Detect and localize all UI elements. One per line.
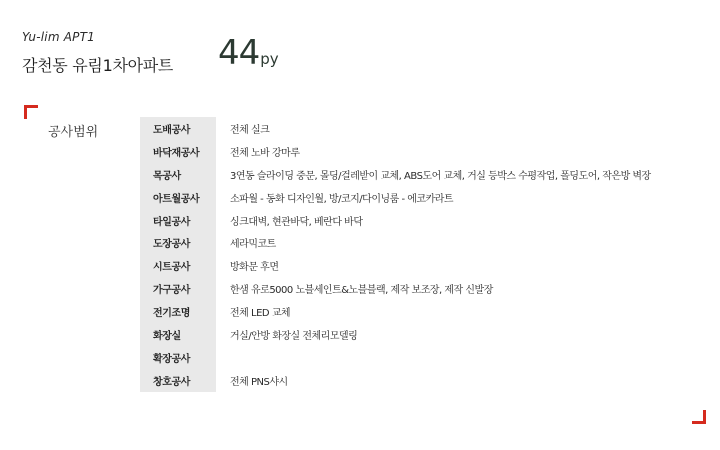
size-unit: py bbox=[260, 50, 279, 68]
scope-table bbox=[140, 117, 700, 392]
scope-row-label: 아트월공사 bbox=[153, 193, 200, 205]
scope-row-value: 소파월 - 동화 디자인월, 방/코지/다이닝룸 - 에코카라트 bbox=[230, 193, 454, 205]
scope-row-label: 확장공사 bbox=[153, 353, 191, 365]
project-title: 감천동 유림1차아파트 bbox=[22, 56, 174, 75]
scope-row bbox=[140, 300, 700, 323]
scope-row bbox=[140, 117, 700, 140]
scope-row-label: 바닥재공사 bbox=[153, 147, 200, 159]
scope-row-label: 화장실 bbox=[153, 330, 181, 342]
scope-row-label: 시트공사 bbox=[153, 262, 191, 274]
section-label: 공사범위 bbox=[48, 125, 99, 140]
scope-row-value: 한샘 유로5000 노블세인트&노블블랙, 제작 보조장, 제작 신발장 bbox=[230, 285, 493, 297]
scope-row-value: 세라믹코트 bbox=[230, 239, 276, 251]
scope-row-value: 전체 PNS샤시 bbox=[230, 376, 288, 388]
scope-row bbox=[140, 209, 700, 232]
scope-row-label: 가구공사 bbox=[153, 285, 191, 297]
scope-row bbox=[140, 369, 700, 392]
scope-row bbox=[140, 231, 700, 254]
scope-row-value: 전체 노바 강마루 bbox=[230, 147, 300, 159]
scope-row bbox=[140, 140, 700, 163]
scope-row-label: 전기조명 bbox=[153, 308, 191, 320]
scope-row-label: 도배공사 bbox=[153, 124, 191, 136]
scope-row bbox=[140, 346, 700, 369]
scope-row-label: 목공사 bbox=[153, 170, 181, 182]
scope-rows bbox=[140, 117, 700, 392]
size-number: 44 bbox=[218, 33, 260, 73]
scope-row-value: 전체 LED 교체 bbox=[230, 308, 291, 320]
project-subtitle: Yu-lim APT1 bbox=[22, 30, 95, 44]
scope-row bbox=[140, 277, 700, 300]
size-display bbox=[218, 33, 279, 73]
scope-row-value: 방화문 후면 bbox=[230, 262, 279, 274]
scope-row bbox=[140, 186, 700, 209]
scope-row-value: 전체 실크 bbox=[230, 124, 270, 136]
corner-bracket-top-left bbox=[24, 105, 38, 119]
scope-row-label: 창호공사 bbox=[153, 376, 191, 388]
scope-row-label: 타일공사 bbox=[153, 216, 191, 228]
scope-row-value: 싱크대벽, 현관바닥, 베란다 바닥 bbox=[230, 216, 363, 228]
scope-row-label: 도장공사 bbox=[153, 239, 191, 251]
scope-row bbox=[140, 163, 700, 186]
scope-row-value: 3연동 슬라이딩 중문, 몰딩/걸레받이 교체, ABS도어 교체, 거실 등박스 수평작업, 폴딩도어, 작은방 벽장 bbox=[230, 170, 651, 182]
scope-row bbox=[140, 323, 700, 346]
scope-row bbox=[140, 254, 700, 277]
scope-row-value: 거실/안방 화장실 전체리모델링 bbox=[230, 330, 358, 342]
corner-bracket-bottom-right bbox=[692, 410, 706, 424]
